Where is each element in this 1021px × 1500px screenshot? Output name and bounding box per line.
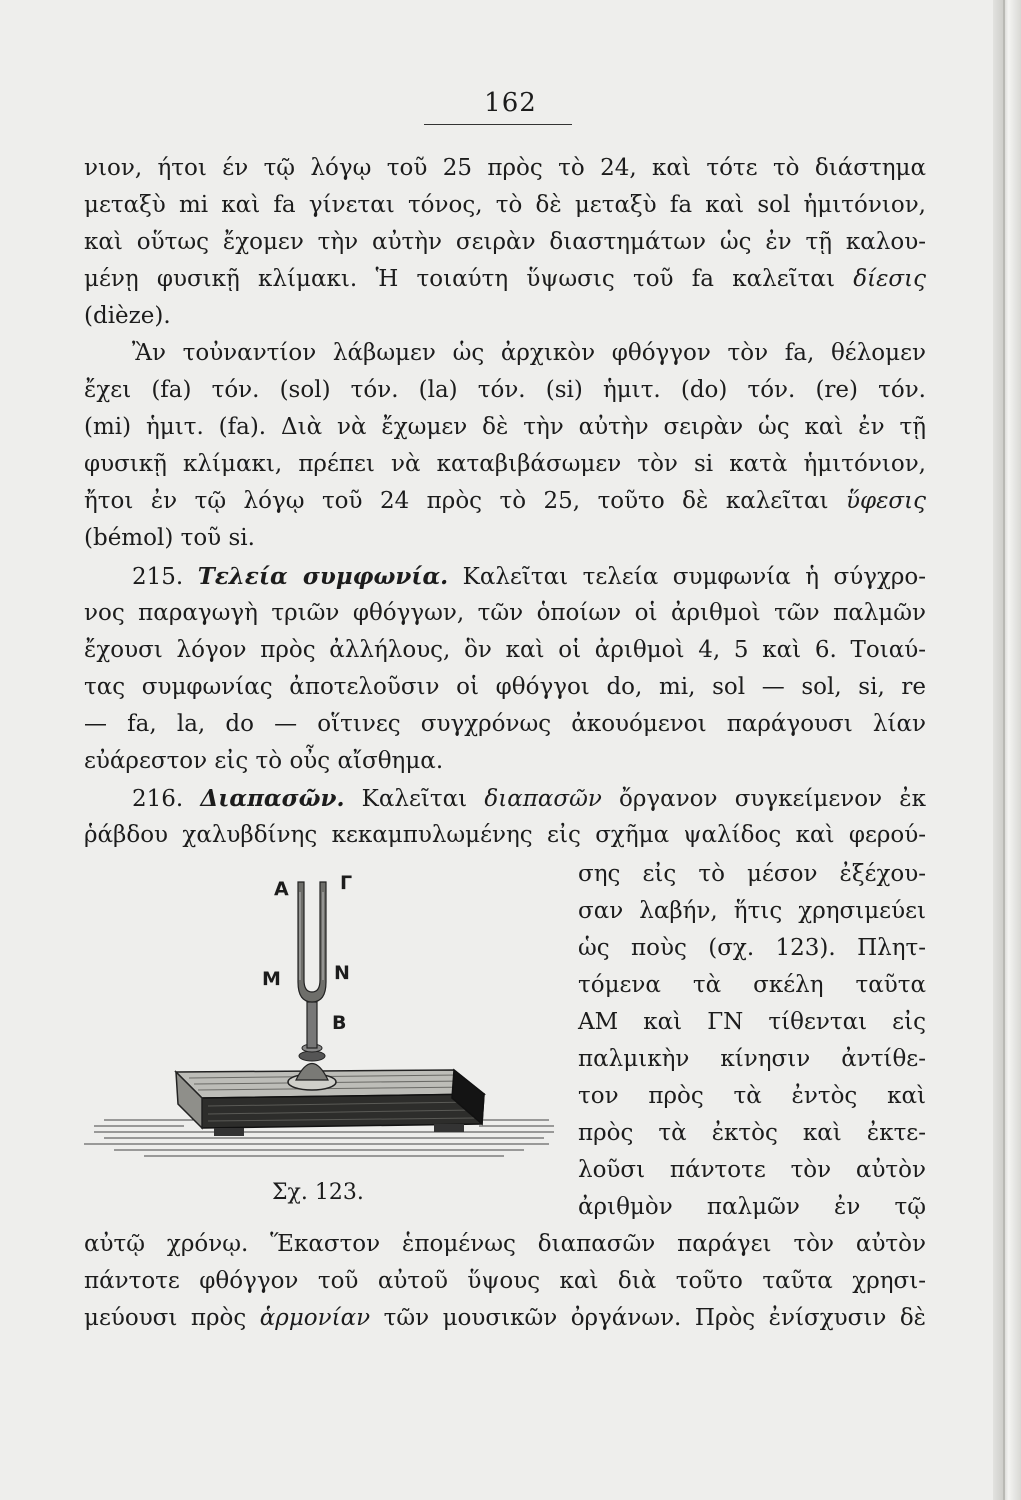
text-fragment: μένῃ φυσικῇ κλίμακι. Ἡ τοιαύτη ὕψωσις τοῦ [84, 266, 674, 292]
label-m: Μ [262, 968, 281, 990]
text-line: (mi) ἡμιτ. (fa). Διὰ νὰ ἔχωμεν δὲ τὴν αὐτὴν σειρὰν ὡς καὶ ἐν τῇ [84, 414, 926, 440]
section-216 [84, 780, 926, 854]
text-line: φυσικῇ κλίμακι, πρέπει νὰ καταβιβάσωμεν τὸν si κατὰ ἡμιτόνιον, [84, 451, 926, 477]
text-line: — fa, la, do — οἵτινες συγχρόνως ἀκουόμενοι παράγουσι λίαν [84, 711, 926, 737]
section-215-heading-line [84, 558, 926, 595]
text-fragment: ὄργανον συγκείμενον ἐκ [619, 786, 927, 812]
tuning-fork-illustration [84, 862, 554, 1172]
page-edge-line [1003, 0, 1005, 1500]
text-fragment: τῶν μουσικῶν ὀργάνων. Πρὸς ἐνίσχυσιν δὲ [383, 1305, 927, 1331]
section-number: 215. [132, 564, 184, 590]
page-number: 162 [484, 88, 537, 118]
page-number-rule [424, 124, 572, 125]
term-diapason: διαπασῶν [484, 786, 602, 812]
section-title: Τελεία συμφωνία. [197, 563, 449, 590]
text-line: τας συμφωνίας ἀποτελοῦσιν οἱ φθόγγοι do, mi, sol — sol, si, re [84, 674, 926, 700]
text-line-with-term [84, 483, 926, 520]
section-216-wrap-column [578, 856, 926, 1226]
text-fragment: Καλεῖται [361, 786, 468, 812]
label-n: Ν [334, 962, 350, 984]
text-line: νιον, ήτοι έν τῷ λόγῳ τοῦ 25 πρὸς τὸ 24, καὶ τότε τὸ διάστημα [84, 155, 926, 181]
text-line: πάντοτε φθόγγον τοῦ αὐτοῦ ὕψους καὶ διὰ τοῦτο ταῦτα χρησι- [84, 1268, 926, 1294]
text-line: αὐτῷ χρόνῳ. Ἕκαστον ἑπομένως διαπασῶν παράγει τὸν αὐτὸν [84, 1231, 926, 1257]
text-line: ὡς ποὺς (σχ. 123). Πλητ- [578, 935, 926, 961]
section-215 [84, 558, 926, 780]
note-symbol: fa [691, 266, 715, 292]
term-harmonia: ἁρμονίαν [259, 1305, 371, 1331]
text-line: νος παραγωγὴ τριῶν φθόγγων, τῶν ὁποίων οἱ ἀριθμοὶ τῶν παλμῶν [84, 600, 926, 626]
label-a: Α [274, 878, 289, 900]
text-line: λοῦσι πάντοτε τὸν αὐτὸν [578, 1157, 926, 1183]
text-fragment: μεύουσι πρὸς [84, 1305, 247, 1331]
text-line: καὶ οὕτως ἔχομεν τὴν αὐτὴν σειρὰν διαστημάτων ὡς ἐν τῇ καλου- [84, 229, 926, 255]
text-line: σης εἰς τὸ μέσον ἐξέχου- [578, 861, 926, 887]
tuning-fork-figure [84, 862, 554, 1192]
page-edge-shadow [993, 0, 1021, 1500]
text-line: ΑΜ καὶ ΓΝ τίθενται εἰς [578, 1009, 926, 1035]
text-line: πρὸς τὰ ἐκτὸς καὶ ἐκτε- [578, 1120, 926, 1146]
text-line: τον πρὸς τὰ ἐντὸς καὶ [578, 1083, 926, 1109]
section-216-continued [84, 1226, 926, 1337]
section-title: Διαπασῶν. [200, 785, 345, 812]
section-top [84, 150, 926, 557]
figure-caption: Σχ. 123. [272, 1180, 364, 1205]
text-line: μεταξὺ mi καὶ fa γίνεται τόνος, τὸ δὲ μεταξὺ fa καὶ sol ἡμιτόνιον, [84, 192, 926, 218]
text-line: (bémol) τοῦ si. [84, 525, 255, 551]
text-line-with-term [84, 1300, 926, 1337]
text-line: ἀριθμὸν παλμῶν ἐν τῷ [578, 1194, 926, 1220]
section-number: 216. [132, 786, 184, 812]
text-fragment: ἤτοι ἐν τῷ λόγῳ τοῦ 24 πρὸς τὸ 25, τοῦτο δὲ καλεῖται [84, 488, 829, 514]
text-line-with-term [84, 261, 926, 298]
text-line: ἔχει (fa) τόν. (sol) τόν. (la) τόν. (si) ἡμιτ. (do) τόν. (re) τόν. [84, 377, 926, 403]
text-line: ῥάβδου χαλυβδίνης κεκαμπυλωμένης εἰς σχῆμα ψαλίδος καὶ φερού- [84, 822, 926, 848]
text-line: ἔχουσι λόγον πρὸς ἀλλήλους, ὃν καὶ οἱ ἀριθμοὶ 4, 5 καὶ 6. Τοιαύ- [84, 637, 926, 663]
text-line: παλμικὴν κίνησιν ἀντίθε- [578, 1046, 926, 1072]
text-line: εὐάρεστον εἰς τὸ οὖς αἴσθημα. [84, 748, 444, 774]
text-line: Ἂν τοὐναντίον λάβωμεν ὡς ἀρχικὸν φθόγγον τὸν fa, θέλομεν [132, 340, 926, 366]
text-fragment: καλεῖται [732, 266, 835, 292]
label-g: Γ [340, 872, 353, 894]
label-b: Β [332, 1012, 347, 1034]
term-hyphesis: ὕφεσις [845, 488, 927, 514]
text-line: σαν λαβήν, ἥτις χρησιμεύει [578, 898, 926, 924]
term-diesis: δίεσις [853, 266, 927, 292]
text-fragment: Καλεῖται τελεία συμφωνία ἡ σύγχρο- [462, 564, 927, 590]
text-line: (dièze). [84, 303, 171, 329]
section-216-heading-line [84, 780, 926, 817]
text-line: τόμενα τὰ σκέλη ταῦτα [578, 972, 926, 998]
